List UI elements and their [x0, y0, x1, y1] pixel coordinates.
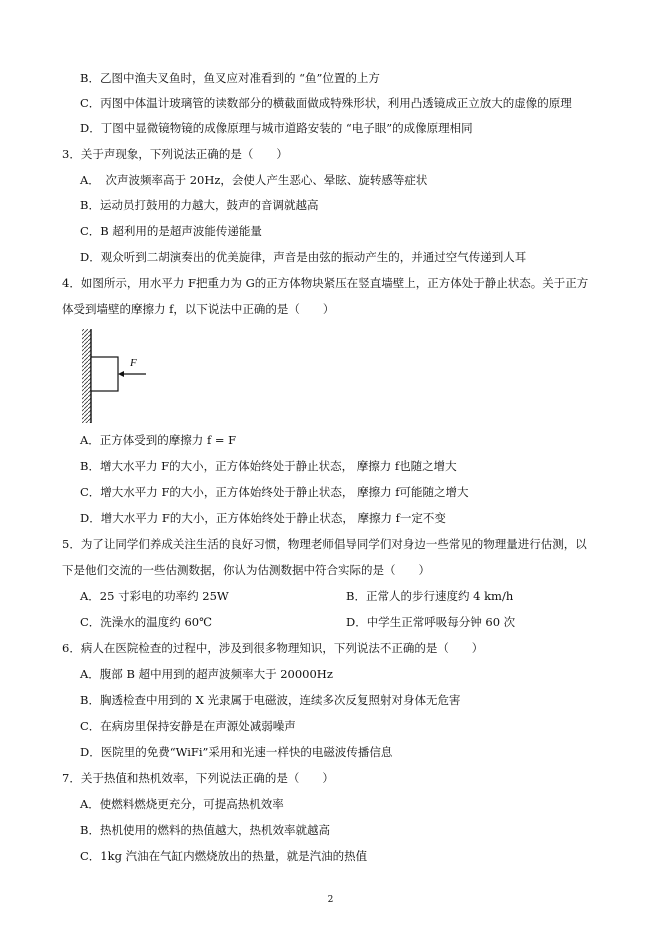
- q5-option-a: A．25 寸彩电的功率约 25W: [80, 589, 229, 603]
- q5-option-b: B．正常人的步行速度约 4 km/h: [346, 589, 514, 603]
- q5-option-d: D．中学生正常呼吸每分钟 60 次: [346, 615, 516, 629]
- q7-stem: 7．关于热值和热机效率，下列说法正确的是（ ）: [62, 771, 334, 785]
- q5-stem-line2: 下是他们交流的一些估测数据，你认为估测数据中符合实际的是（ ）: [62, 563, 430, 577]
- q6-option-d: D．医院里的免费“WiFi”采用和光速一样快的电磁波传播信息: [80, 745, 393, 759]
- q2-option-c: C．丙图中体温计玻璃管的读数部分的横截面做成特殊形状，利用凸透镜成正立放大的虚像的原理: [80, 96, 572, 110]
- q6-option-c: C．在病房里保持安静是在声源处减弱噪声: [80, 719, 296, 733]
- q6-option-b: B．胸透检查中用到的 X 光隶属于电磁波，连续多次反复照射对身体无危害: [80, 693, 461, 707]
- q5-stem-line1: 5．为了让同学们养成关注生活的良好习惯，物理老师倡导同学们对身边一些常见的物理量进行估测，以: [62, 537, 587, 551]
- q3-option-b: B．运动员打鼓用的力越大，鼓声的音调就越高: [80, 198, 319, 212]
- q7-option-a: A．使燃料燃烧更充分，可提高热机效率: [80, 797, 284, 811]
- wall-hatching: [82, 329, 91, 423]
- q2-option-b: B．乙图中渔夫叉鱼时，鱼叉应对准看到的 “鱼”位置的上方: [80, 71, 380, 85]
- q2-option-d: D．丁图中显微镜物镜的成像原理与城市道路安装的 “电子眼”的成像原理相同: [80, 121, 473, 135]
- wall-block-figure: [80, 329, 160, 423]
- q3-stem: 3．关于声现象，下列说法正确的是（ ）: [62, 147, 288, 161]
- q6-stem: 6．病人在医院检查的过程中，涉及到很多物理知识，下列说法不正确的是（ ）: [62, 641, 484, 655]
- q7-option-b: B．热机使用的燃料的热值越大，热机效率就越高: [80, 823, 330, 837]
- q4-option-d: D．增大水平力 F的大小，正方体始终处于静止状态， 摩擦力 f一定不变: [80, 511, 446, 525]
- q7-option-c: C．1kg 汽油在气缸内燃烧放出的热量，就是汽油的热值: [80, 849, 368, 863]
- q4-stem-line2: 体受到墙壁的摩擦力 f，以下说法中正确的是（ ）: [62, 302, 335, 316]
- page-number: 2: [327, 895, 334, 905]
- q4-option-b: B．增大水平力 F的大小，正方体始终处于静止状态， 摩擦力 f也随之增大: [80, 459, 457, 473]
- q4-option-c: C．增大水平力 F的大小，正方体始终处于静止状态， 摩擦力 f可能随之增大: [80, 485, 469, 499]
- force-label: F: [130, 357, 137, 369]
- q3-option-c: C．B 超利用的是超声波能传递能量: [80, 224, 262, 238]
- q5-option-c: C．洗澡水的温度约 60℃: [80, 615, 212, 629]
- q3-option-d: D．观众听到二胡演奏出的优美旋律，声音是由弦的振动产生的，并通过空气传递到人耳: [80, 250, 527, 264]
- q6-option-a: A．腹部 B 超中用到的超声波频率大于 20000Hz: [80, 667, 333, 681]
- force-arrow-head: [118, 371, 124, 377]
- q3-option-a: A． 次声波频率高于 20Hz，会使人产生恶心、晕眩、旋转感等症状: [80, 173, 428, 187]
- cube-block: [91, 357, 118, 391]
- q4-stem-line1: 4．如图所示，用水平力 F把重力为 G的正方体物块紧压在竖直墙壁上，正方体处于静止状态。关于正方: [62, 276, 589, 290]
- q4-option-a: A．正方体受到的摩擦力 f = F: [80, 433, 237, 447]
